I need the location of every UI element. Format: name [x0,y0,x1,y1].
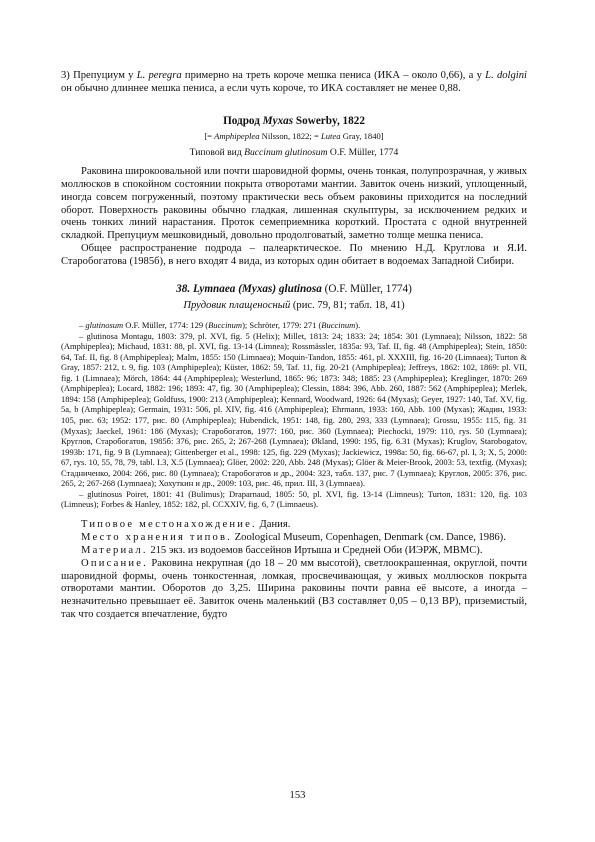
synonymy-list [61,320,527,510]
description: Описание. Раковина некрупная (до 18 – 20 мм высотой), светлоокрашенная, округлой, почти шаровидной формы, очень тонкостенная, ломкая, просвечивающая, у живых моллюсков покрыта отворотами мантии. Оборотов до 3,25. Ширина раковины почти равна её высоте, а иногда – незначительно превышает её. Завиток очень маленький (ВЗ составляет 0,05 – 0,13 ВР), приземистый, так что создается впечатление, будто [61,557,527,621]
page-content [61,70,527,622]
subgenus-heading: Подрод Myxas Sowerby, 1822 [223,114,365,127]
type-depository: Место хранения типов. Zoological Museum, Copenhagen, Denmark (см. Dance, 1986). [81,531,506,543]
species-name: L. dolgini [485,70,527,81]
type-species-line: Типовой вид Buccinum glutinosum O.F. Müller, 1774 [189,146,399,158]
synonymy-entry: – glutinosa Montagu, 1803: 379, pl. XVI, fig. 5 (Helix); Millet, 1813: 24; 1833: 24; 1854: 301 (Lymnaea); Nilsson, 1822: 58 (Amphipeplea); Michaud, 1831: 88, pl. XVI, fig. 13-14 (Limnea); Rossmässler, 1835a: 93, Taf. II, fig. 48 (Amphipeplea); Stein, 1850: 64, Taf. II, fig. 8 (Amphipeplea); Malm, 1855: 150 (Limnaea); Moquin-Tandon, 1855: 461, pl. XXXIII, fig. 16-20 (Limnaea); Turton & Gray, 1857: 212, t. 9, fig. 103 (Amphipeplea); Küster, 1862: 59, Taf. 11, fig. 20-21 (Amphipeplea); Jeffreys, 1862: 102, 1869: pl. VII, fig. 1 (Limnaea); Mörch, 1864: 44 (Amphipeplea); Westerlund, 1865: 96; 1873: 348; 1885: 23 (Amphipeplea); Kreglinger, 1870: 269 (Amphipeplea); Locard, 1882: 196; 1893: 47, fig. 30 (Amphipeplea); Clessin, 1884: 396, Abb. 260, 1887: 562 (Amphipeplea); Merlek, 1894: 158 (Amphipeplea); Goldfuss, 1900: 213 (Amphipeplea); Kennard, Woodward, 1926: 64 (Myxas); Geyer, 1927: 140, Taf. XV, fig. 5a, b (Amphipeplea); Germain, 1931: 506, pl. XIV, fig. 416 (Amphipeplea); Ehrmann, 1933: 160, Abb. 100 (Myxas); Жадин, 1933: 105, рис. 63; 1952: 177, рис. 80 (Amphipeplea); Hubendick, 1951: 148, fig. 280, 293, 333 (Lymnaea); Grossu, 1955: 115, fig. 31 (Myxas); Jaeckel, 1961: 186 (Myxas); Старобогатов, 1977: 160, рис. 360 (Lymnaea); Piechocki, 1979: 110, rys. 50 (Lymnaea); Круглов, Старобогатов, 1985б: 376, рис. 265, 2; 267-268 (Lymnaea); Økland, 1990: 195, fig. 6.31 (Myxas); Kruglov, Starobogatov, 1993b: 171, fig. 9 B (Lymnaea); Gittenberger et al., 1998: 125, fig. 229 (Myxas); Jackiewicz, 1998a: 50, fig. 66-67, pl. I, 3; X, 5, 2000: 67, rys. 10, 55, 78, 79, tabl. I.3, X.5 (Lymnaea); Glöer, 2002: 220, Abb. 248 (Myxas); Glöer & Meier-Brook, 2003: 53, textfig. (Myxas); Стадниченко, 2004: 266, рис. 80 (Lymnaea); Старобогатов и др., 2004: 323, табл. 137, рис. 7 (Lymnaea); Круглов, 2005: 376, рис. 265, 2; 267-268 (Lymnaea); Хохуткин и др., 2009: 103, рис. 46, прил. III, 3 (Lymnaea). [61,330,527,489]
subgenus-synonyms: [= Amphipeplea Nilsson, 1822; = Lutea Gray, 1840] [204,130,384,141]
subgenus-description: Раковина широкоовальной или почти шаровидной формы, очень тонкая, полупрозрачная, у живых моллюсков в спокойном состоянии покрыта отворотами мантии. Завиток очень низкий, уплощенный, иногда совсем погруженный, поэтому практически весь объем раковины приходится на последний оборот. Поверхность раковины обычно гладкая, лишенная скульптуры, за исключением редких и очень тонких линий нарастания. Проток семеприемника короткий. Простата с одной внутренней складкой. Препуциум мешковидный, довольно продолговатый, заметно толще мешка пениса. [61,165,527,242]
intro-paragraph: 3) Препуциум у L. peregra примерно на треть короче мешка пениса (ИКА – около 0,66), а у L. dolgini он обычно длиннее мешка пениса, а если чуть короче, то ИКА составляет не менее 0,88. [61,70,527,94]
species-heading: 38. Lymnaea (Myxas) glutinosa (O.F. Müller, 1774) [176,283,412,296]
subgenus-distribution: Общее распространение подрода – палеарктическое. По мнению Н.Д. Круглова и Я.И. Старобогатова (1985б), в него входят 4 вида, из которых один обитает в водоемах Западной Сибири. [61,243,527,268]
species-common-name: Прудовик плащеносный (рис. 79, 81; табл. 18, 41) [183,300,405,312]
type-locality: Типовое местонахождение. Дания. [81,518,291,530]
synonymy-entry: – glutinosum O.F. Müller, 1774: 129 (Buccinum); Schröter, 1779: 271 (Buccinum). [79,320,361,331]
page-number: 153 [289,790,306,801]
material: Материал. 215 экз. из водоемов бассейнов Иртыша и Средней Оби (ИЭРЖ, МВМС). [81,544,483,556]
species-name: L. peregra [136,70,182,81]
synonymy-entry: – glutinosus Poiret, 1801: 41 (Bulimus); Draparnaud, 1805: 50, pl. XVI, fig. 13-14 (Limneus); Turton, 1831: 120, fig. 103 (Limneus); Forbes & Hanley, 1852: 182, pl. CCXXIV, fig. 6, 7 (Limnaeus). [61,488,527,510]
